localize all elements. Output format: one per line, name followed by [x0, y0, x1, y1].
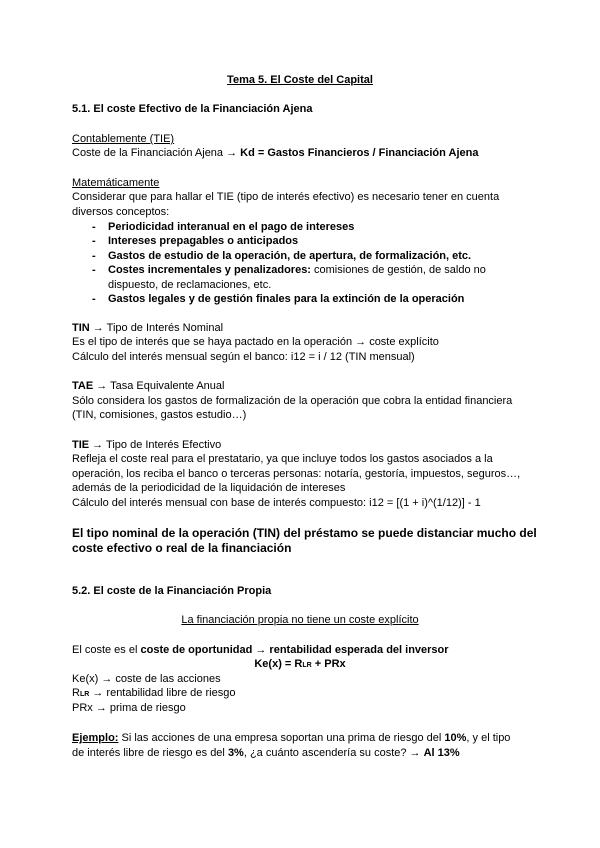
contable-subheading: Contablemente (TIE) — [72, 133, 175, 145]
tin-heading: TIN → Tipo de Interés Nominal — [72, 322, 224, 334]
bullet-dash: - — [92, 221, 96, 233]
section-heading-5-1: 5.1. El coste Efectivo de la Financiación Ajena — [72, 103, 313, 115]
definition-line: PRx → prima de riesgo — [72, 702, 186, 714]
matematica-subheading: Matemáticamente — [72, 177, 160, 189]
example-line: de interés libre de riesgo es del 3%, ¿a cuánto ascendería su coste? → Al 13% — [72, 747, 460, 759]
example-line: Ejemplo: Si las acciones de una empresa soportan una prima de riesgo del 10%, y el tipo — [72, 732, 511, 744]
centered-subtitle: La financiación propia no tiene un coste explícito — [181, 614, 419, 626]
paragraph-line: Refleja el coste real para el prestatario, ya que incluye todos los gastos asociados a la — [72, 453, 493, 465]
list-item: Gastos de estudio de la operación, de apertura, de formalización, etc. — [108, 250, 472, 262]
list-item: Costes incrementales y penalizadores: comisiones de gestión, de saldo no — [108, 264, 486, 276]
document-title: Tema 5. El Coste del Capital — [227, 74, 373, 86]
section-heading-5-2: 5.2. El coste de la Financiación Propia — [72, 585, 272, 597]
ke-formula: Ke(x) = RLR + PRx — [254, 658, 346, 670]
contable-formula-line: Coste de la Financiación Ajena → Kd = Gastos Financieros / Financiación Ajena — [72, 147, 479, 159]
list-item: Gastos legales y de gestión finales para la extinción de la operación — [108, 293, 465, 305]
paragraph-line: Sólo considera los gastos de formalización de la operación que cobra la entidad financiera — [72, 395, 513, 407]
bold-statement: coste efectivo o real de la financiación — [72, 541, 292, 555]
paragraph-line: operación, los reciba el banco o terceras personas: notaría, gestoría, impuestos, seguros…, — [72, 468, 521, 480]
bullet-dash: - — [92, 264, 96, 276]
paragraph-line: (TIN, comisiones, gastos estudio…) — [72, 409, 247, 421]
bullet-dash: - — [92, 293, 96, 305]
paragraph-line: Cálculo del interés mensual con base de interés compuesto: i12 = [(1 + i)^(1/12)] - 1 — [72, 497, 481, 509]
definition-line: RLR → rentabilidad libre de riesgo — [72, 687, 236, 699]
paragraph-line: diversos conceptos: — [72, 206, 170, 218]
paragraph-line: El coste es el coste de oportunidad → rentabilidad esperada del inversor — [72, 644, 449, 656]
tae-heading: TAE → Tasa Equivalente Anual — [72, 380, 225, 392]
paragraph-line: Es el tipo de interés que se haya pactado en la operación → coste explícito — [72, 336, 439, 348]
paragraph-line: Considerar que para hallar el TIE (tipo de interés efectivo) es necesario tener en cuenta — [72, 191, 500, 203]
bold-statement: El tipo nominal de la operación (TIN) del préstamo se puede distanciar mucho del — [72, 526, 537, 540]
paragraph-line: Cálculo del interés mensual según el banco: i12 = i / 12 (TIN mensual) — [72, 351, 415, 363]
list-item: Periodicidad interanual en el pago de intereses — [108, 221, 355, 233]
list-item: Intereses prepagables o anticipados — [108, 235, 299, 247]
bullet-dash: - — [92, 235, 96, 247]
definition-line: Ke(x) → coste de las acciones — [72, 673, 221, 685]
list-item-continuation: dispuesto, de reclamaciones, etc. — [108, 279, 272, 291]
bullet-dash: - — [92, 250, 96, 262]
paragraph-line: además de la periodicidad de la liquidación de intereses — [72, 482, 346, 494]
tie-heading: TIE → Tipo de Interés Efectivo — [72, 439, 222, 451]
